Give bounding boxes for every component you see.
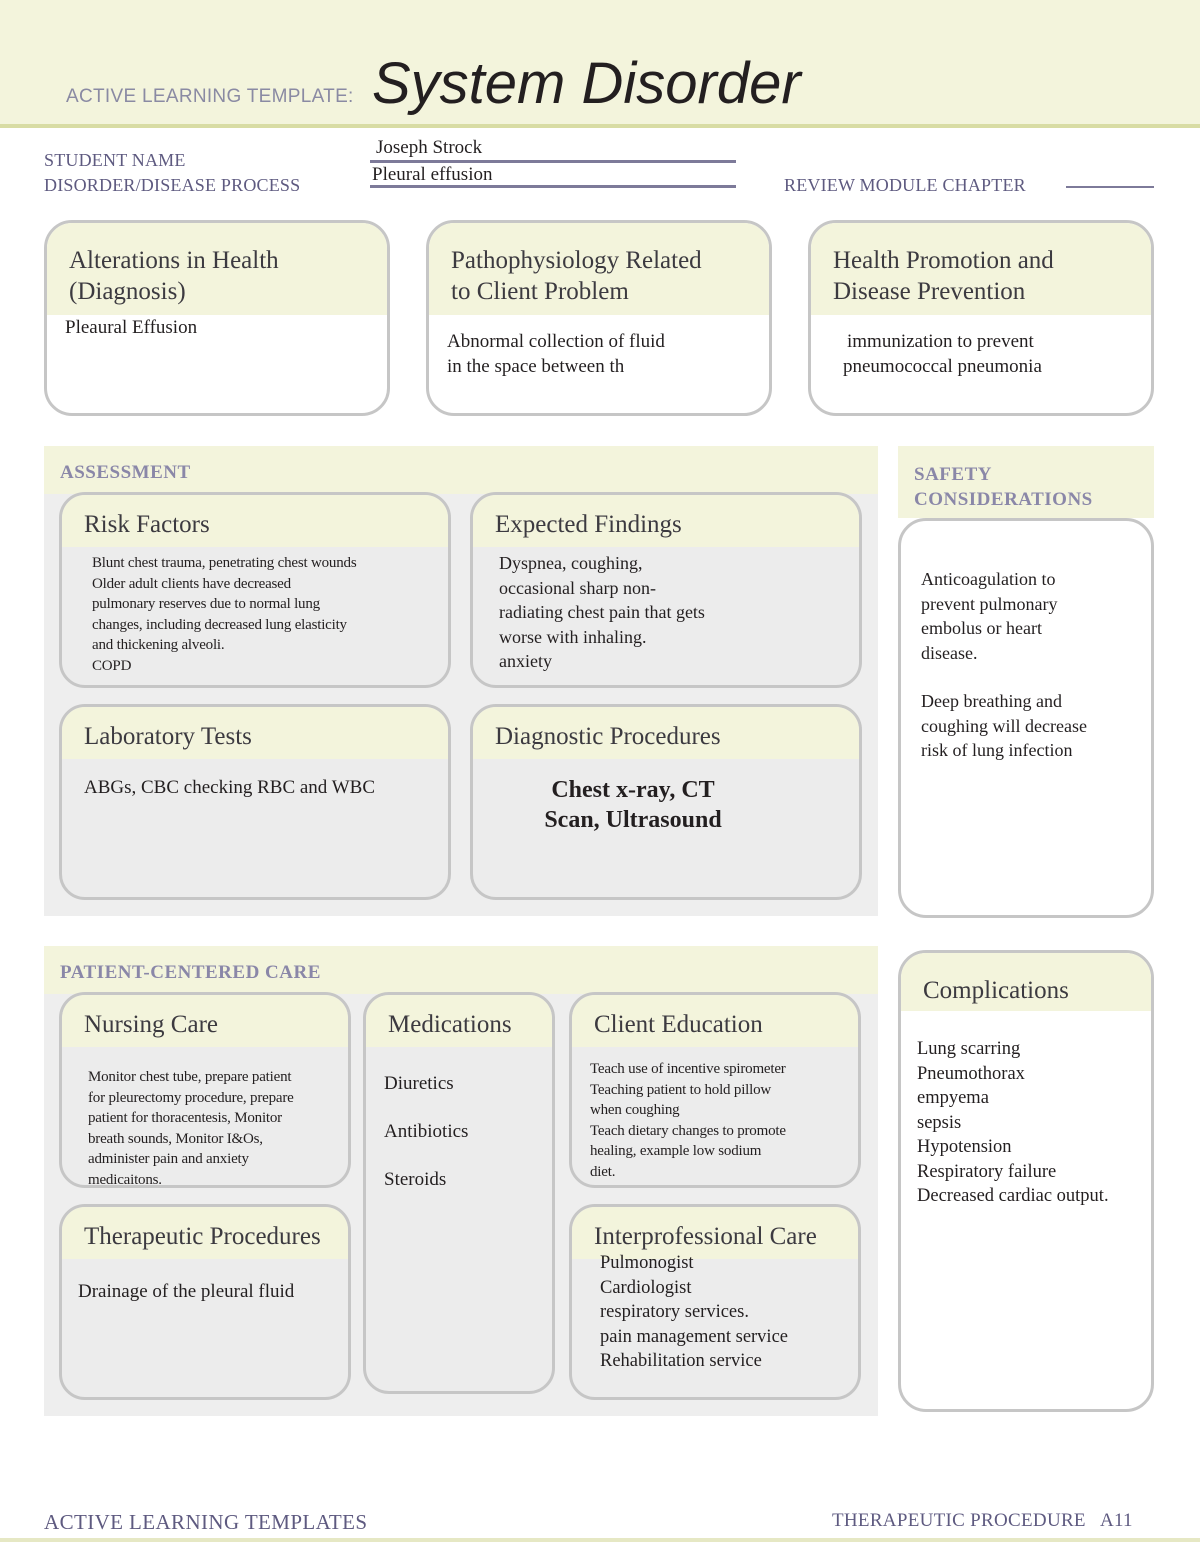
pathophysiology-body[interactable] (429, 315, 769, 379)
risk-factors-line: changes, including decreased lung elasticity (92, 616, 347, 633)
pathophysiology-line2: in the space between th (447, 356, 625, 377)
therapeutic-procedures-title: Therapeutic Procedures (62, 1207, 348, 1259)
header-rule (0, 124, 1200, 128)
risk-factors-line: and thickening alveoli. (92, 637, 225, 653)
disorder-line (370, 185, 736, 188)
pathophysiology-line1: Abnormal collection of fluid (447, 331, 665, 352)
footer-right: THERAPEUTIC PROCEDURE A11 (832, 1510, 1133, 1531)
interprofessional-care-line: respiratory services. (600, 1302, 749, 1322)
complication-item: Respiratory failure (917, 1161, 1057, 1182)
diagnostic-procedures-line2: Scan, Ultrasound (544, 807, 722, 833)
safety-title-line1: SAFETY (914, 464, 992, 485)
expected-findings-body[interactable] (499, 551, 849, 674)
nursing-care-body[interactable] (88, 1067, 348, 1188)
safety-box (898, 518, 1154, 918)
expected-findings-box (470, 492, 862, 688)
client-education-body[interactable] (590, 1059, 860, 1182)
health-promotion-line2: pneumococcal pneumonia (843, 356, 1042, 377)
therapeutic-procedures-box (59, 1204, 351, 1400)
risk-factors-line: COPD (92, 657, 132, 674)
safety-line: coughing will decrease (921, 715, 1087, 736)
client-education-line: when coughing (590, 1102, 680, 1118)
risk-factors-box (59, 492, 451, 688)
safety-line: risk of lung infection (921, 740, 1073, 760)
nursing-care-line: administer pain and anxiety (88, 1151, 249, 1167)
interprofessional-care-line: Rehabilitation service (600, 1351, 762, 1371)
medication-item: Diuretics (384, 1073, 454, 1094)
safety-header (898, 446, 1154, 518)
risk-factors-title: Risk Factors (62, 495, 448, 547)
review-module-label: REVIEW MODULE CHAPTER (784, 175, 1026, 195)
safety-line: Deep breathing and (921, 691, 1062, 711)
interprofessional-care-title: Interprofessional Care (572, 1207, 858, 1259)
footer-rule (0, 1538, 1200, 1542)
safety-title-line2: CONSIDERATIONS (914, 489, 1093, 510)
health-promotion-title-line1: Health Promotion and (833, 247, 1054, 274)
student-name-line (370, 160, 736, 163)
complication-item: sepsis (917, 1112, 962, 1133)
risk-factors-line: pulmonary reserves due to normal lung (92, 596, 320, 612)
disorder-label: DISORDER/DISEASE PROCESS (44, 175, 301, 195)
alterations-box (44, 220, 390, 416)
health-promotion-title-line2: Disease Prevention (833, 278, 1026, 305)
nursing-care-box (59, 992, 351, 1188)
alterations-body[interactable]: Pleaural Effusion (65, 317, 198, 338)
client-education-title: Client Education (572, 995, 858, 1047)
client-education-line: Teach dietary changes to promote (590, 1122, 786, 1139)
laboratory-tests-title: Laboratory Tests (62, 707, 448, 759)
safety-line: prevent pulmonary (921, 593, 1058, 614)
diagnostic-procedures-title: Diagnostic Procedures (473, 707, 859, 759)
nursing-care-line: for pleurectomy procedure, prepare (88, 1089, 294, 1106)
client-education-line: healing, example low sodium (590, 1143, 762, 1159)
laboratory-tests-box (59, 704, 451, 900)
diagnostic-procedures-body[interactable] (513, 775, 753, 835)
expected-findings-line: occasional sharp non- (499, 577, 656, 598)
risk-factors-line: Older adult clients have decreased (92, 575, 291, 592)
alterations-header (47, 223, 387, 315)
pathophysiology-title-line1: Pathophysiology Related (451, 247, 702, 274)
template-label: ACTIVE LEARNING TEMPLATE: (66, 86, 354, 107)
health-promotion-body[interactable] (811, 315, 1151, 379)
medications-title: Medications (366, 995, 552, 1047)
assessment-section (44, 446, 878, 916)
review-module-field[interactable] (1066, 186, 1154, 188)
nursing-care-line: Monitor chest tube, prepare patient (88, 1069, 292, 1085)
medication-item: Antibiotics (384, 1121, 469, 1142)
client-education-line: diet. (590, 1163, 616, 1180)
laboratory-tests-body[interactable]: ABGs, CBC checking RBC and WBC (84, 777, 375, 798)
diagnostic-procedures-box (470, 704, 862, 900)
safety-line: embolus or heart (921, 618, 1042, 638)
complication-item: Lung scarring (917, 1039, 1021, 1059)
assessment-title: ASSESSMENT (60, 462, 191, 483)
student-name-field[interactable]: Joseph Strock (376, 137, 483, 158)
interprofessional-care-line: Pulmonogist (600, 1253, 694, 1273)
therapeutic-procedures-body[interactable]: Drainage of the pleural fluid (78, 1281, 295, 1302)
alterations-title-line1: Alterations in Health (69, 247, 279, 274)
interprofessional-care-box (569, 1204, 861, 1400)
medication-item: Steroids (384, 1169, 447, 1190)
footer-left: ACTIVE LEARNING TEMPLATES (44, 1510, 368, 1534)
complication-item: Pneumothorax (917, 1063, 1025, 1084)
nursing-care-line: breath sounds, Monitor I&Os, (88, 1130, 263, 1147)
safety-line: Anticoagulation to (921, 569, 1056, 589)
alterations-title-line2: (Diagnosis) (69, 278, 186, 305)
complication-item: Hypotension (917, 1137, 1012, 1157)
patient-care-title: PATIENT-CENTERED CARE (60, 962, 321, 983)
diagnostic-procedures-line1: Chest x-ray, CT (551, 777, 715, 803)
nursing-care-line: patient for thoracentesis, Monitor (88, 1110, 282, 1126)
page-title: System Disorder (372, 51, 801, 116)
expected-findings-line: radiating chest pain that gets (499, 602, 705, 622)
medications-body[interactable] (384, 1071, 544, 1215)
disorder-field[interactable]: Pleural effusion (372, 164, 493, 185)
nursing-care-line: medicaitons. (88, 1171, 162, 1188)
safety-title (914, 462, 1093, 512)
safety-line: disease. (921, 642, 978, 663)
client-education-line: Teach use of incentive spirometer (590, 1061, 786, 1077)
interprofessional-care-line: Cardiologist (600, 1277, 692, 1298)
complication-item: Decreased cardiac output. (917, 1186, 1109, 1206)
complication-item: empyema (917, 1088, 989, 1108)
pathophysiology-header (429, 223, 769, 315)
health-promotion-box (808, 220, 1154, 416)
expected-findings-line: Dyspnea, coughing, (499, 553, 643, 573)
risk-factors-line: Blunt chest trauma, penetrating chest wounds (92, 555, 357, 571)
client-education-box (569, 992, 861, 1188)
student-name-label: STUDENT NAME (44, 150, 186, 170)
expected-findings-line: worse with inhaling. (499, 626, 647, 647)
risk-factors-body[interactable] (92, 553, 442, 676)
complications-title: Complications (901, 953, 1151, 1011)
complications-box (898, 950, 1154, 1412)
pathophysiology-box (426, 220, 772, 416)
interprofessional-care-line: pain management service (600, 1326, 788, 1347)
interprofessional-care-body[interactable] (600, 1251, 860, 1374)
pathophysiology-title-line2: to Client Problem (451, 278, 629, 305)
nursing-care-title: Nursing Care (62, 995, 348, 1047)
safety-body[interactable] (921, 567, 1145, 763)
safety-spacer (921, 665, 1145, 689)
expected-findings-line: anxiety (499, 651, 552, 671)
expected-findings-title: Expected Findings (473, 495, 859, 547)
complications-body[interactable] (917, 1037, 1153, 1209)
medications-box (363, 992, 555, 1394)
health-promotion-line1: immunization to prevent (847, 331, 1034, 352)
health-promotion-header (811, 223, 1151, 315)
client-education-line: Teaching patient to hold pillow (590, 1081, 772, 1098)
patient-care-section (44, 946, 878, 1416)
